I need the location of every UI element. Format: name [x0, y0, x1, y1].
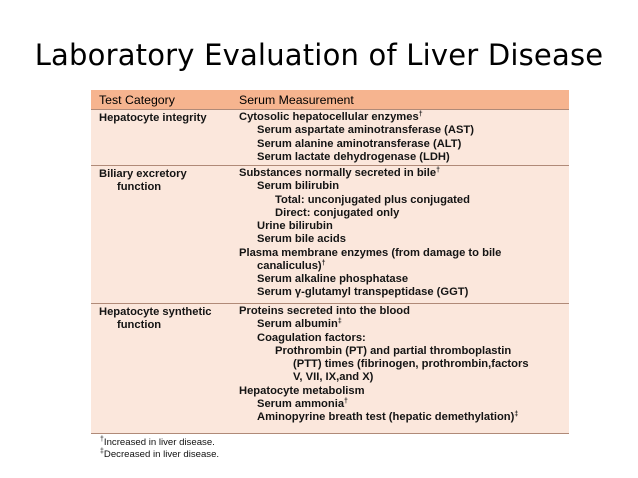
footnote-mark: ‡: [100, 448, 104, 455]
footnote: [100, 449, 219, 461]
measurement-line: [239, 260, 569, 273]
category-text: Biliary excretory: [99, 168, 187, 180]
header-test-category: Test Category: [99, 92, 175, 107]
measurement-line: [239, 273, 569, 286]
table-row: [91, 304, 569, 434]
footnote-mark: †: [100, 436, 104, 443]
measurement-line: [239, 371, 569, 384]
measurement-text: Serum alanine aminotransferase (ALT): [257, 137, 462, 150]
measurement-text: Serum alkaline phosphatase: [257, 273, 409, 285]
measurement-line: [239, 358, 569, 371]
measurement-text: Plasma membrane enzymes (from damage to bile: [239, 246, 502, 259]
measurement-line: [239, 305, 569, 318]
measurement-text: Substances normally secreted in bile: [239, 167, 437, 179]
measurement-text: Prothrombin (PT) and partial thromboplastin: [275, 344, 512, 357]
measurement-text: Serum aspartate aminotransferase (AST): [257, 124, 474, 137]
measurement-text: Serum lactate dehydrogenase (LDH): [257, 150, 450, 163]
footnote-mark: †: [436, 167, 441, 174]
measurement-text: Proteins secreted into the blood: [239, 305, 410, 317]
footnote-text: Decreased in liver disease.: [103, 449, 220, 460]
measurement-line: [239, 385, 569, 398]
measurement-text: Serum bile acids: [257, 233, 346, 246]
measurement-text: Serum bilirubin: [257, 180, 340, 193]
measurement-text: Coagulation factors:: [257, 331, 366, 344]
category-text: Hepatocyte integrity: [99, 112, 207, 124]
measurement-line: [239, 124, 569, 137]
footnote-mark: †: [344, 397, 348, 405]
footnote-mark: †: [321, 259, 326, 267]
measurement-line: [239, 318, 569, 331]
measurement-line: [239, 233, 569, 246]
serum-measurement-cell: [236, 110, 569, 165]
measurement-line: [239, 286, 569, 299]
measurement-text: Aminopyrine breath test (hepatic demethylation): [257, 411, 515, 423]
measurement-line: [239, 411, 569, 424]
measurement-line: [239, 345, 569, 358]
table-header-row: [91, 90, 569, 109]
measurement-text: Urine bilirubin: [257, 220, 333, 232]
measurement-text: Direct: conjugated only: [275, 206, 400, 219]
measurement-text: Cytosolic hepatocellular enzymes: [239, 111, 419, 123]
measurement-line: [239, 111, 569, 124]
test-category-cell: [91, 110, 236, 165]
measurement-text: V, VII, IX,and X): [293, 371, 374, 384]
footnotes: [100, 437, 219, 461]
measurement-text: Serum albumin: [257, 318, 338, 331]
measurement-line: [239, 138, 569, 151]
measurement-line: [239, 194, 569, 207]
measurement-text: Serum ammonia: [257, 397, 345, 410]
measurement-line: [239, 167, 569, 180]
footnote-mark: ‡: [514, 411, 519, 418]
measurement-text: (PTT) times (fibrinogen, prothrombin,factors: [293, 358, 529, 370]
category-text: function: [117, 181, 162, 194]
measurement-line: [239, 180, 569, 193]
footnote-text: Increased in liver disease.: [103, 437, 215, 448]
slide-title: Laboratory Evaluation of Liver Disease: [34, 38, 604, 72]
measurement-line: [239, 247, 569, 260]
footnote-mark: †: [418, 111, 423, 118]
footnote-mark: ‡: [337, 318, 342, 326]
header-serum-measurement: Serum Measurement: [239, 92, 354, 107]
measurement-line: [239, 220, 569, 233]
footnote: [100, 437, 219, 449]
table-row: [91, 109, 569, 166]
category-text: Hepatocyte synthetic: [99, 306, 212, 318]
category-text: function: [117, 319, 162, 332]
measurement-text: Total: unconjugated plus conjugated: [275, 193, 470, 206]
measurement-line: [239, 151, 569, 164]
measurement-text: canaliculus): [257, 259, 322, 272]
lab-evaluation-table: [91, 90, 569, 434]
serum-measurement-cell: [236, 166, 569, 303]
test-category-cell: [91, 304, 236, 433]
measurement-line: [239, 207, 569, 220]
test-category-cell: [91, 166, 236, 303]
measurement-line: [239, 332, 569, 345]
measurement-text: Hepatocyte metabolism: [239, 384, 365, 397]
table-row: [91, 166, 569, 304]
measurement-line: [239, 398, 569, 411]
measurement-text: Serum γ-glutamyl transpeptidase (GGT): [257, 286, 469, 299]
serum-measurement-cell: [236, 304, 569, 433]
